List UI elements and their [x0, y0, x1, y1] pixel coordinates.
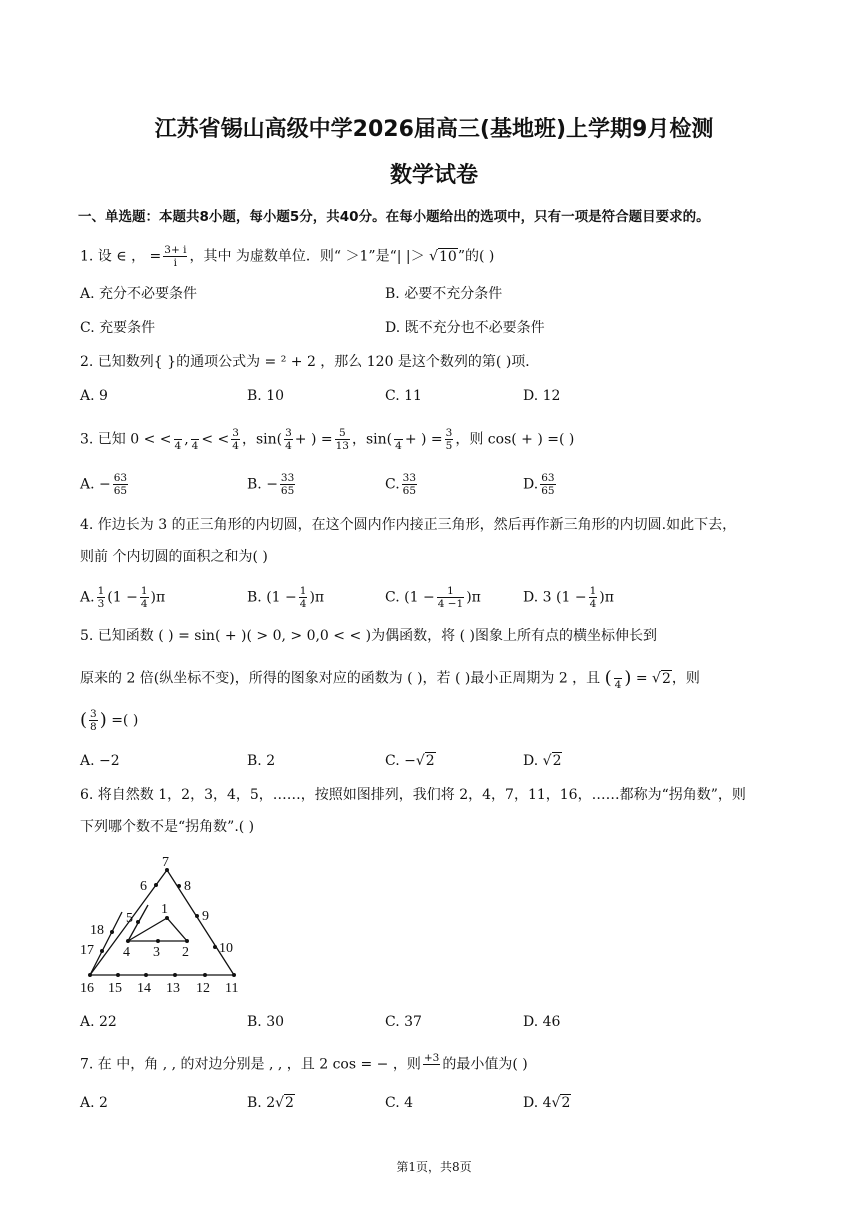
q6-option-d: D. 46: [523, 1014, 561, 1030]
dot-2: [185, 939, 189, 943]
dot-9: [195, 914, 199, 918]
q5-frac-3pi8: [89, 708, 98, 733]
label-2: 2: [182, 945, 189, 960]
q3-stem-a: 3. 已知 0 < <: [80, 431, 172, 448]
q4-c-body: (1 −: [404, 589, 435, 606]
q5-frac-pi4-den: 4: [614, 679, 622, 691]
q1-frac-num: 3+ i: [164, 244, 187, 256]
q4-a-frac-2: [140, 585, 149, 610]
q5-frac-pi4-num: [614, 666, 623, 679]
q3-a-frac: [113, 472, 128, 497]
q7-d-prefix: D. 4: [523, 1095, 552, 1111]
q5-option-d: D. √2: [523, 753, 562, 769]
q5-c-root: 2: [425, 753, 435, 769]
label-9: 9: [202, 909, 209, 924]
q7-frac-den: [423, 1065, 440, 1077]
q3-a-num: 63: [113, 472, 128, 484]
q7-stem-a: 7. 在 中，角 , , 的对边分别是 , , ，且 2 cos = − ，则: [80, 1056, 421, 1073]
q3-a-prefix: A. −: [80, 476, 111, 493]
q7-stem-b: 的最小值为( ): [442, 1056, 528, 1073]
q2-option-a: A. 9: [80, 388, 108, 404]
label-11: 11: [225, 981, 239, 996]
dot-5: [136, 920, 140, 924]
dot-15: [116, 973, 120, 977]
q3-frac-7: [445, 427, 454, 452]
q3-a-den: 65: [113, 485, 128, 497]
q4-c-prefix: C.: [385, 589, 400, 606]
exam-subtitle: 数学试卷: [389, 163, 478, 188]
q5-frac-3pi8-num: 3: [90, 708, 97, 720]
q3-frac-2: [191, 427, 200, 452]
q5-line2-eq: =: [635, 670, 648, 687]
label-15: 15: [108, 981, 122, 996]
q7-option-a: A. 2: [80, 1095, 108, 1111]
question-3-stem: [80, 427, 574, 452]
q4-a-prefix: A.: [80, 589, 95, 606]
q1-stem-a: 1. 设 ∈ ， =: [80, 248, 162, 265]
q6-option-c: C. 37: [385, 1014, 422, 1030]
q3-stem-h: ，则 cos( + ) =( ): [455, 431, 575, 448]
q3-c-num: 33: [402, 472, 417, 484]
q4-d-num: 1: [589, 585, 597, 597]
q4-d-end: )π: [599, 589, 614, 606]
label-10: 10: [219, 941, 233, 956]
q4-option-a: [80, 585, 165, 610]
dot-8: [177, 884, 181, 888]
label-17: 17: [80, 943, 94, 958]
label-18: 18: [90, 923, 104, 938]
question-7-stem: [80, 1052, 528, 1077]
label-5: 5: [126, 911, 133, 926]
label-13: 13: [166, 981, 180, 996]
dot-6: [154, 883, 158, 887]
q3-frac-7-num: 3: [445, 427, 453, 439]
question-5-stem-line-1: 5. 已知函数 ( ) = sin( + )( > 0, > 0,0 < < )为偶函数，将 ( )图象上所有点的横坐标伸长到: [80, 628, 657, 644]
q3-b-den: 65: [280, 485, 295, 497]
question-4-stem-line-1: 4. 作边长为 3 的正三角形的内切圆，在这个圆内作内接正三角形，然后再作新三角形的内切圆.如此下去，: [80, 517, 737, 533]
q3-frac-5-den: 13: [335, 440, 349, 452]
q1-option-a: A. 充分不必要条件: [80, 286, 198, 302]
q4-d-body: (1 −: [556, 589, 587, 606]
q1-option-c: C. 充要条件: [80, 320, 156, 336]
q3-frac-6-num: [394, 427, 403, 440]
q5-c-prefix: C. −: [385, 753, 416, 769]
q3-d-prefix: D.: [523, 476, 539, 493]
q5-line2-a: 原来的 2 倍(纵坐标不变)，所得的图象对应的函数为 ( )，若 ( )最小正周期为 2 ，且: [80, 670, 601, 687]
q3-frac-4-den: 4: [285, 440, 292, 452]
q3-frac-3-den: 4: [232, 440, 239, 452]
label-16: 16: [80, 981, 94, 996]
q4-a-den-2: 4: [140, 598, 148, 610]
q4-a-end: )π: [150, 589, 166, 606]
q5-frac-3pi8-den: 8: [90, 721, 97, 733]
q7-b-root: 2: [285, 1095, 294, 1111]
dot-16: [88, 973, 92, 977]
q4-a-frac-1: [97, 585, 106, 610]
q3-c-frac: [402, 472, 417, 497]
label-6: 6: [140, 879, 147, 894]
dot-12: [203, 973, 207, 977]
q5-line3-b: =( ): [111, 712, 139, 729]
q3-option-b: [247, 472, 297, 497]
q4-b-body: (1 −: [266, 589, 297, 606]
q4-b-den: 4: [299, 598, 307, 610]
q3-d-frac: [540, 472, 555, 497]
q5-line2-root: 2: [661, 670, 671, 687]
q4-d-den: 4: [589, 598, 597, 610]
page-footer: 第1页，共8页: [396, 1160, 472, 1174]
question-6-stem-line-2: 下列哪个数不是“拐角数”.( ): [80, 819, 255, 835]
q4-a-body: (1 −: [107, 589, 138, 606]
q4-b-prefix: B.: [247, 589, 262, 606]
section-heading: 一、单选题：本题共8小题，每小题5分，共40分。在每小题给出的选项中，只有一项是符合题目要求的。: [78, 209, 710, 225]
q4-d-prefix: D. 3: [523, 589, 552, 606]
q5-paren-close: ): [624, 667, 632, 689]
q3-b-frac: [280, 472, 295, 497]
q4-b-frac: [299, 585, 308, 610]
q3-b-num: 33: [280, 472, 295, 484]
q4-c-frac: [437, 585, 465, 610]
q4-a-den-1: 3: [97, 598, 105, 610]
q3-frac-4: [284, 427, 293, 452]
q3-stem-f: ，sin(: [352, 431, 393, 448]
q7-b-prefix: B. 2: [247, 1095, 276, 1111]
q7-fraction: [423, 1052, 440, 1077]
label-4: 4: [123, 945, 130, 960]
q3-stem-g: + ) =: [404, 431, 443, 448]
q4-b-end: )π: [309, 589, 325, 606]
q7-d-root: 2: [561, 1095, 571, 1111]
q1-stem-b: ，其中 为虚数单位．则“ ＞1”是“| |＞: [189, 248, 425, 265]
dot-14: [144, 973, 148, 977]
q4-d-frac: [589, 585, 598, 610]
q3-frac-6-den: 4: [395, 440, 402, 452]
q2-option-c: C. 11: [385, 388, 422, 404]
label-8: 8: [184, 879, 191, 894]
q5-frac-pi4: [614, 666, 623, 691]
q3-option-c: [385, 472, 419, 497]
label-14: 14: [137, 981, 151, 996]
q4-option-b: [247, 585, 324, 610]
dot-17: [100, 949, 104, 953]
dot-3: [156, 939, 160, 943]
q4-option-c: [385, 585, 481, 610]
q3-d-den: 65: [541, 485, 555, 497]
corner-number-triangle-figure: [72, 850, 252, 1000]
q4-c-num: 1: [437, 585, 465, 598]
q7-frac-num: +3: [423, 1052, 440, 1064]
q1-option-d: D. 既不充分也不必要条件: [385, 320, 545, 336]
q4-a-num-1: 1: [97, 585, 105, 597]
q3-frac-1-den: 4: [174, 440, 182, 452]
q3-frac-2-num: [191, 427, 200, 440]
question-1-stem: 1. 设 ∈ ， = $\frac{3+ i}{i}$ ，其中 为虚数单位．则“ ＞1”是“| |＞ √10”的( ): [80, 244, 495, 269]
q5-paren3-close: ): [99, 709, 107, 731]
q4-b-num: 1: [299, 585, 307, 597]
q3-frac-7-den: 5: [445, 440, 453, 452]
q2-option-d: D. 12: [523, 388, 561, 404]
q3-stem-e: + ) =: [294, 431, 333, 448]
q5-option-c: C. −√2: [385, 753, 435, 769]
q4-c-end: )π: [466, 589, 481, 606]
q1-option-b: B. 必要不充分条件: [385, 286, 503, 302]
q7-option-c: C. 4: [385, 1095, 414, 1111]
q4-a-num-2: 1: [140, 585, 148, 597]
dot-4: [126, 939, 130, 943]
q7-option-d: D. 4√2: [523, 1095, 571, 1111]
q5-option-b: B. 2: [247, 753, 276, 769]
q6-option-b: B. 30: [247, 1014, 285, 1030]
question-6-stem-line-1: 6. 将自然数 1，2，3，4，5，……，按照如图排列，我们将 2，4，7，11，16，……都称为“拐角数”，则: [80, 787, 746, 803]
q3-frac-3: [231, 427, 240, 452]
q5-d-prefix: D.: [523, 753, 539, 769]
q3-d-num: 63: [541, 472, 555, 484]
q6-option-a: A. 22: [80, 1014, 117, 1030]
q3-frac-4-num: 3: [285, 427, 292, 439]
dot-13: [173, 973, 177, 977]
q5-paren-open: (: [604, 667, 612, 689]
exam-title: 江苏省锡山高级中学2026届高三(基地班)上学期9月检测: [154, 117, 714, 142]
q3-stem-d: ，sin(: [241, 431, 283, 448]
q4-option-d: [523, 585, 614, 610]
q3-frac-1-num: [174, 427, 183, 440]
q3-frac-6: [394, 427, 403, 452]
q5-line2-c: ，则: [671, 670, 700, 687]
q3-option-d: [523, 472, 558, 497]
q1-root: 10: [439, 248, 457, 265]
question-5-stem-line-3: [80, 708, 138, 733]
dot-11: [232, 973, 236, 977]
q3-b-prefix: B. −: [247, 476, 278, 493]
label-1: 1: [161, 902, 168, 917]
label-3: 3: [153, 945, 160, 960]
q5-option-a: A. −2: [80, 753, 120, 769]
q3-frac-5-num: 5: [335, 427, 350, 440]
q3-option-a: [80, 472, 130, 497]
q5-paren3-open: (: [80, 709, 88, 731]
q1-stem-c: ”的( ): [457, 248, 495, 265]
label-12: 12: [196, 981, 210, 996]
q1-frac-den: i: [173, 257, 178, 269]
dot-10: [213, 945, 217, 949]
q3-frac-3-num: 3: [232, 427, 239, 439]
outer-triangle: [90, 870, 234, 975]
q3-c-den: 65: [402, 485, 417, 497]
question-2-stem: 2. 已知数列{ }的通项公式为 = ² + 2 ，那么 120 是这个数列的第( )项．: [80, 354, 540, 370]
q5-d-root: 2: [552, 753, 562, 769]
q3-frac-5: [335, 427, 350, 452]
q3-frac-2-den: 4: [191, 440, 199, 452]
q3-c-prefix: C.: [385, 476, 400, 493]
q7-option-b: B. 2√2: [247, 1095, 294, 1111]
q3-stem-c: < <: [201, 431, 230, 448]
question-4-stem-line-2: 则前 个内切圆的面积之和为( ): [80, 549, 268, 565]
label-7: 7: [162, 855, 169, 870]
dot-18: [110, 930, 114, 934]
q3-stem-b: ,: [184, 431, 189, 448]
q2-option-b: B. 10: [247, 388, 285, 404]
q4-c-den: 4 −1: [437, 598, 464, 610]
q3-frac-1: [174, 427, 183, 452]
question-5-stem-line-2: 原来的 2 倍(纵坐标不变)，所得的图象对应的函数为 ( )，若 ( )最小正周期为 2 ，且 ( 4 ) = √2，则: [80, 667, 700, 691]
spiral-segment-17: [90, 912, 122, 975]
q1-fraction: [163, 244, 187, 269]
